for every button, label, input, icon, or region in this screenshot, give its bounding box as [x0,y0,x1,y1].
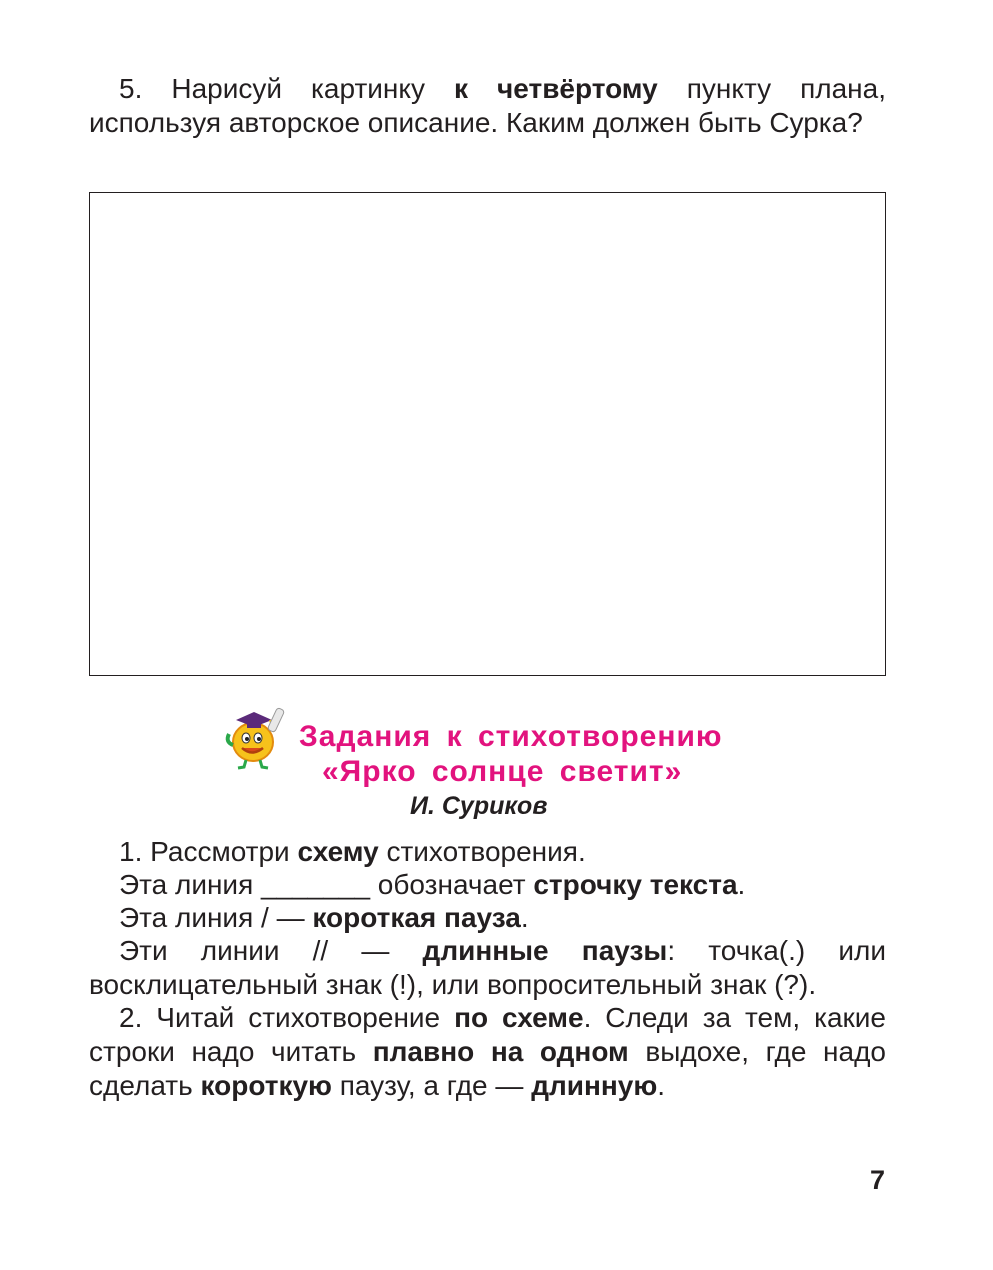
page-number: 7 [870,1165,886,1195]
poem-author: И. Суриков [410,792,548,820]
task-1-intro: 1. Рассмотри схему стихотворения. [119,836,586,867]
task-1-short-pause: Эта линия / — короткая пауза. [119,902,529,933]
task-2-text: 2. Читай стихотворение по схеме. Следи за тем, какие строки надо читать плавно на одном выдохе, где надо сделать короткую паузу, а где — длинную. [89,1002,887,1101]
heading-title-line-2: «Ярко солнце светит» [322,755,683,788]
task-1-long-pause: Эти линии // — длинные паузы: точка(.) или восклицательный знак (!), или вопросительный знак (?). [89,935,886,1000]
task-5-bold: к четвёртому [453,73,658,104]
drawing-box[interactable] [89,192,886,676]
task-5-text: 5. Нарисуй картинку к четвёртому пункту плана, используя авторское описание. Каким должен быть Сурка? [89,73,886,138]
section-heading [220,700,780,830]
task-1-line-description: Эта линия _______ обозначает строчку текста. [119,869,746,900]
graduate-smiley-icon [220,700,290,770]
heading-title-line-1: Задания к стихотворению [299,720,723,753]
